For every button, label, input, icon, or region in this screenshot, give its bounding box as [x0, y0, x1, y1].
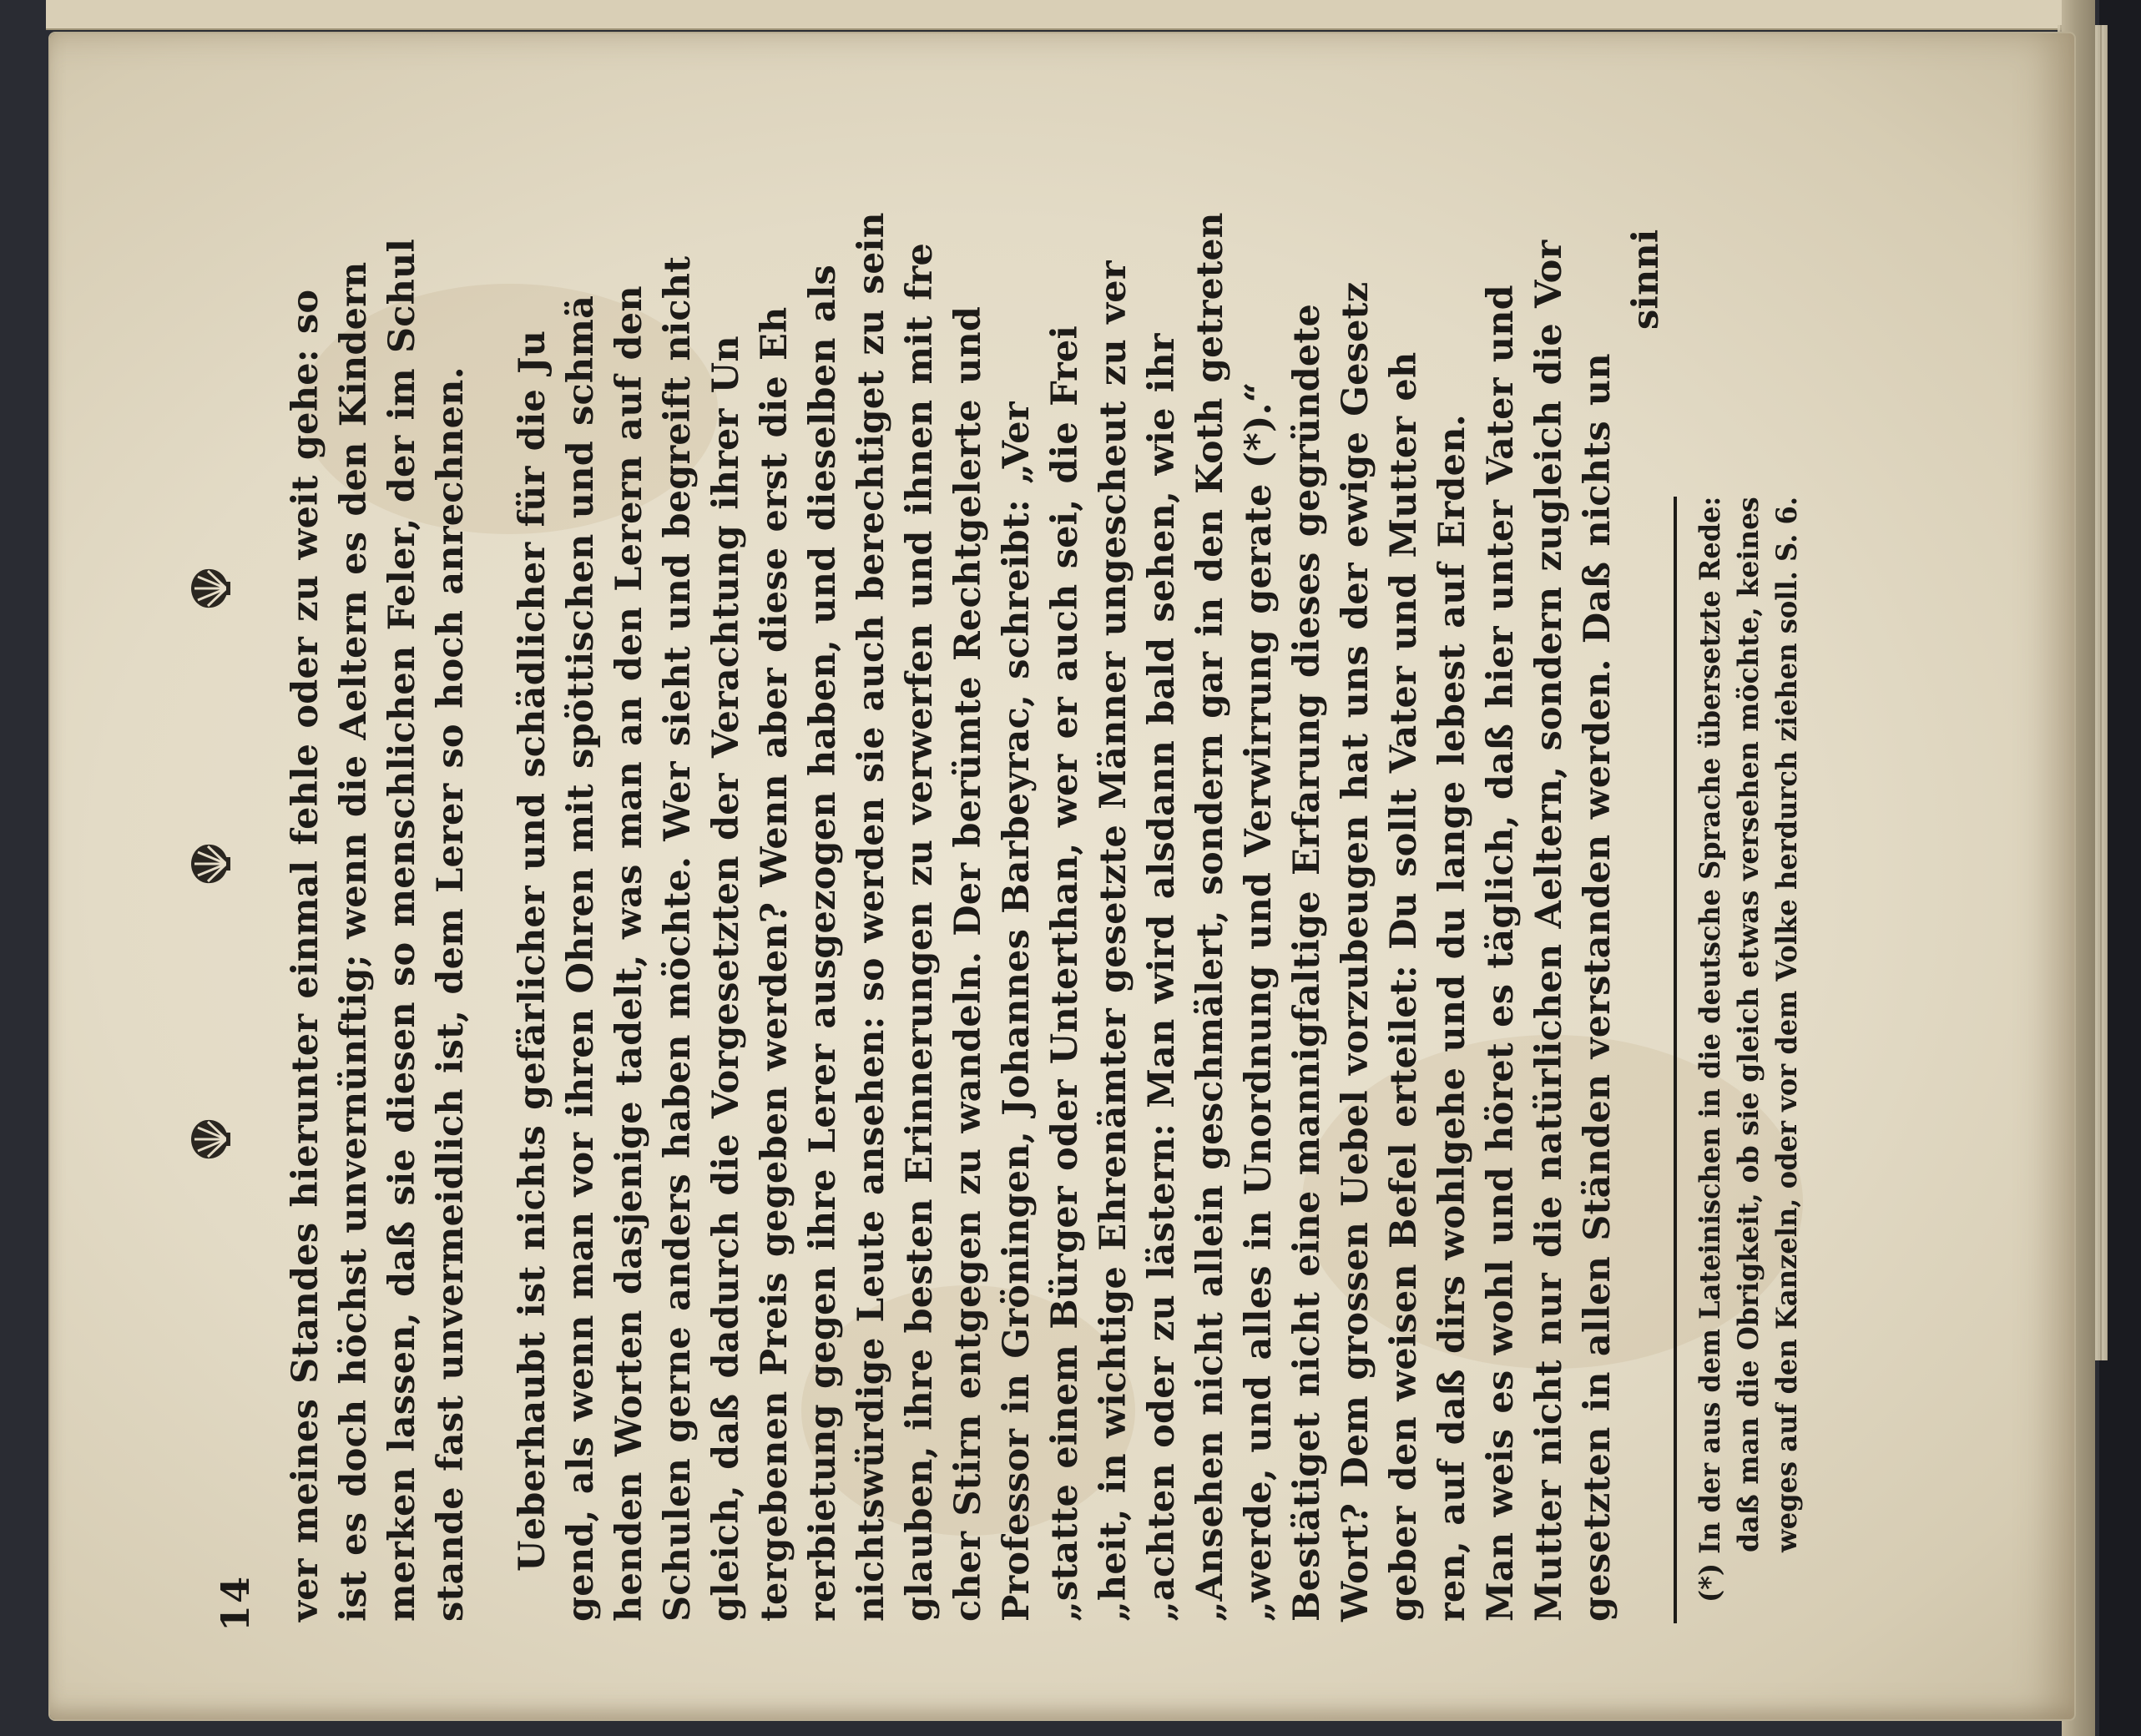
body-line: „statte einem Bürger oder Unterthan, wer er auch sei, die Frei	[1044, 326, 1086, 1622]
body-line: ren, auf daß dirs wohlgehe und du lange lebest auf Erden.	[1432, 414, 1473, 1622]
page-top-edge	[46, 0, 2083, 30]
footnote-line: weges auf den Kanzeln, oder vor dem Volke herdurch ziehen soll. S. 6.	[1770, 496, 1804, 1552]
body-line: tergebenen Preis gegeben werden? Wenn aber diese erst die Eh	[754, 306, 795, 1622]
body-line: merken lassen, daß sie diesen so menschlichen Feler, der im Schul	[381, 238, 423, 1622]
body-line: gend, als wenn man vor ihren Ohren mit spöttischen und schmä	[560, 295, 602, 1622]
body-line: glauben, ihre besten Erinnerungen zu verwerfen und ihnen mit fre	[899, 242, 941, 1622]
body-line: gleich, daß dadurch die Vorgesetzten der Verachtung ihrer Un	[705, 336, 747, 1622]
body-line: „achten oder zu lästern: Man wird alsdann bald sehen, wie ihr	[1141, 333, 1183, 1622]
page-number: 14	[213, 1574, 258, 1632]
catchword: sinni	[1625, 229, 1667, 330]
body-line: „werde, und alles in Unordnung und Verwirrung gerate (*).“	[1238, 381, 1280, 1622]
body-line: nichtswürdige Leute ansehen: so werden sie auch berechtiget zu sein	[851, 212, 892, 1622]
body-line: Wort? Dem grossen Uebel vorzubeugen hat uns der ewige Gesetz	[1335, 281, 1376, 1622]
body-line: Ueberhaubt ist nichts gefärlicher und schädlicher für die Ju	[512, 330, 553, 1572]
body-line: Professor in Gröningen, Johannes Barbeyrac, schreibt: „Ver	[996, 401, 1038, 1622]
shell-ornament-icon	[188, 1114, 231, 1164]
body-line: rerbietung gegen ihre Lerer ausgezogen haben, und dieselben als	[802, 265, 844, 1622]
shell-ornament-icon	[188, 563, 231, 613]
body-line: Bestätiget nicht eine mannigfaltige Erfarung dieses gegründete	[1286, 303, 1328, 1622]
body-line: „heit, in wichtige Ehrenämter gesetzte Männer ungescheut zu ver	[1093, 260, 1134, 1622]
body-line: „Ansehen nicht allein geschmälert, sondern gar in den Koth getreten	[1189, 212, 1231, 1622]
body-line: ist es doch höchst unvernünftig; wenn die Aeltern es den Kindern	[333, 261, 375, 1622]
body-line: stande fast unvermeidlich ist, dem Lerer so hoch anrechnen.	[430, 366, 472, 1622]
footnote-rule	[1674, 497, 1677, 1623]
body-line: geber den weisen Befel erteilet: Du sollt Vater und Mutter eh	[1383, 351, 1425, 1622]
shell-ornament-icon	[188, 839, 231, 889]
body-line: cher Stirn entgegen zu wandeln. Der berümte Rechtgelerte und	[947, 305, 989, 1622]
footnote-line: daß man die Obrigkeit, ob sie gleich etwas versehen möchte, keines	[1732, 497, 1765, 1552]
body-line: Mutter nicht nur die natürlichen Aeltern, sondern zugleich die Vor	[1528, 240, 1570, 1622]
body-line: henden Worten dasjenige tadelt, was man an den Lerern auf den	[608, 285, 650, 1622]
header-ornament	[188, 413, 238, 1164]
body-line: Man weis es wohl und höret es täglich, daß hier unter Vater und	[1480, 285, 1522, 1622]
body-line: ver meines Standes hierunter einmal fehle oder zu weit gehe: so	[285, 289, 326, 1622]
body-line: gesetzten in allen Ständen verstanden werden. Daß nichts un	[1577, 353, 1618, 1622]
body-line: Schulen gerne anders haben möchte. Wer sieht und begreift nicht	[657, 255, 699, 1622]
footnote-line: (*) In der aus dem Lateinischen in die deutsche Sprache übersetzte Rede:	[1694, 496, 1727, 1602]
page-text-rotated	[213, 188, 1824, 1632]
